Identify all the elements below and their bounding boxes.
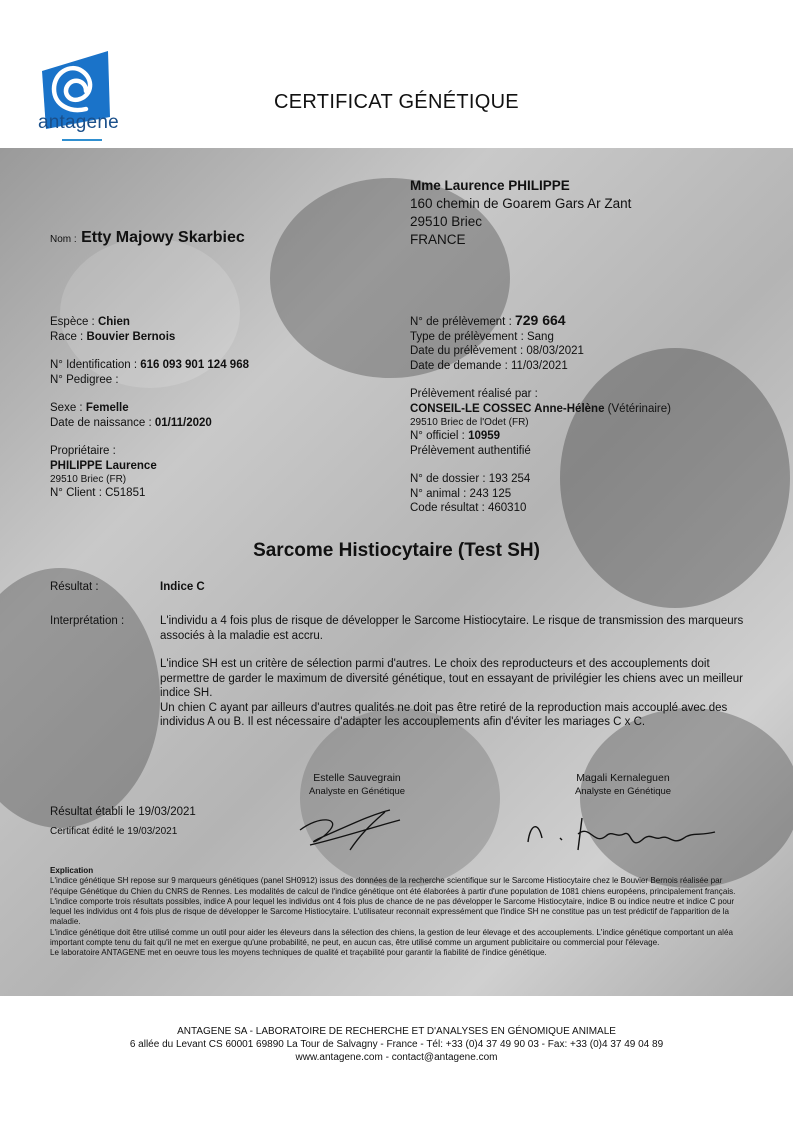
result-value: Indice C [160, 581, 205, 593]
explanation-paragraph-2: L'indice génétique doit être utilisé comme un outil pour aider les éleveurs dans la sélection des chiens, la gestion de leur élevage et des accouplements. L'indice génétique comportant un aléa important compte tenu du fait qu'il ne met en exergue qu'une probabilité, ne peut, en aucun cas, être utilisé comme un argument publicitaire ou commercial pour l'élevage. [50, 927, 733, 948]
breed-label: Race : [50, 330, 84, 343]
owner-city: 29510 Briec (FR) [50, 474, 127, 485]
interpretation-text [160, 614, 750, 730]
signature-left-icon [290, 800, 420, 865]
interpretation-paragraph-2: L'indice SH est un critère de sélection parmi d'autres. Le choix des reproducteurs et des accouplements doit permettre de garder le maximum de diversité génétique, tout en essayant de privilégier les chiens avec un meilleur indice SH. [160, 658, 743, 699]
animal-name-row [50, 229, 245, 247]
explanation-section [50, 866, 750, 959]
signature-right-icon [520, 810, 730, 860]
footer [0, 1025, 793, 1064]
explanation-paragraph-1: L'indice génétique SH repose sur 9 marqueurs génétiques (panel SH0912) issus des données de la recherche scientifique sur le Sarcome Histiocytaire chez le Bouvier Bernois réalisée par l'équipe Génétique du Chien du CNRS de Rennes. Les modalités de calcul de l'indice génétique ont été élaborées à partir d'une population de 1081 chiens européens, principalement français. L'indice comporte trois résultats possibles, indice A pour lequel les individus ont 4 fois plus de chance de ne pas développer le Sarcome Histiocytaire, indice B ou indice neutre et indice C pour lequel les individus ont 4 fois plus de risque de développer le Sarcome Histiocytaire. L'utilisateur reconnait expressément que l'indice SH ne constitue pas un test prédictif de l'apparition de la maladie. [50, 876, 736, 927]
id-label: N° Identification : [50, 359, 138, 371]
page-title: CERTIFICAT GÉNÉTIQUE [274, 91, 519, 113]
sample-date: Date du prélèvement : 08/03/2021 [410, 345, 584, 357]
recipient-name: Mme Laurence PHILIPPE [410, 178, 570, 193]
dog-photo-shape [580, 708, 793, 888]
interpretation-label: Interprétation : [50, 615, 125, 627]
signatory-right-role: Analyste en Génétique [574, 786, 672, 797]
animal-info [50, 315, 380, 501]
id-value: 616 093 901 124 968 [140, 359, 249, 371]
dossier-number: N° de dossier : 193 254 [410, 473, 531, 485]
vet-name: CONSEIL-LE COSSEC Anne-Hélène [410, 402, 605, 415]
logo-wordmark: antagene [38, 112, 119, 133]
name-label: Nom : [50, 234, 77, 245]
species-value: Chien [97, 316, 130, 328]
vet-role: (Vétérinaire) [607, 402, 671, 415]
vet-city: 29510 Briec de l'Odet (FR) [410, 417, 529, 428]
result-established-date: Résultat établi le 19/03/2021 [50, 806, 196, 818]
animal-number: N° animal : 243 125 [410, 487, 512, 500]
species-label: Espèce : [50, 316, 95, 328]
request-date: Date de demande : 11/03/2021 [410, 359, 568, 372]
recipient-country: FRANCE [410, 232, 466, 247]
logo-underline [62, 139, 102, 141]
signatory-left-role: Analyste en Génétique [308, 786, 406, 797]
sample-number-label: N° de prélèvement : [410, 316, 512, 328]
pedigree-label: N° Pedigree : [50, 373, 119, 386]
animal-name: Etty Majowy Skarbiec [81, 229, 245, 246]
dog-photo-shape [0, 568, 160, 828]
signatory-left-name: Estelle Sauvegrain [313, 772, 401, 784]
certificate-edited-date: Certificat édité le 19/03/2021 [50, 826, 178, 837]
sex-value: Femelle [85, 402, 129, 414]
recipient-address-line2: 29510 Briec [410, 214, 483, 229]
signatory-right-name: Magali Kernaleguen [576, 772, 670, 784]
interpretation-paragraph-3: Un chien C ayant par ailleurs d'autres qualités ne doit pas être retiré de la reproduction mais accouplé avec des individus A ou B. Il est nécessaire d'adapter les accouplements afin d'éviter les mariages C x C. [160, 701, 728, 728]
official-label: N° officiel : [410, 430, 465, 442]
recipient-address-line1: 160 chemin de Goarem Gars Ar Zant [410, 196, 632, 211]
sample-type: Type de prélèvement : Sang [410, 330, 554, 343]
footer-line-3: www.antagene.com - contact@antagene.com [295, 1052, 498, 1063]
sample-authenticated: Prélèvement authentifié [410, 444, 531, 457]
test-title: Sarcome Histiocytaire (Test SH) [253, 540, 540, 561]
client-number: N° Client : C51851 [50, 487, 146, 499]
footer-line-2: 6 allée du Levant CS 60001 69890 La Tour de Salvagny - France - Tél: +33 (0)4 37 49 90 03 - Fax: +33 (0)4 37 49 04 89 [129, 1039, 664, 1050]
sex-label: Sexe : [50, 402, 83, 414]
official-number: 10959 [468, 430, 501, 442]
sample-info [410, 313, 780, 516]
recipient-address [410, 177, 770, 249]
result-code: Code résultat : 460310 [410, 502, 527, 514]
sample-number: 729 664 [514, 312, 566, 328]
result-label: Résultat : [50, 581, 99, 593]
dob-label: Date de naissance : [50, 416, 152, 429]
owner-label: Propriétaire : [50, 445, 116, 457]
sampled-by-label: Prélèvement réalisé par : [410, 388, 538, 400]
interpretation-paragraph-1: L'individu a 4 fois plus de risque de développer le Sarcome Histiocytaire. Le risque de transmission des marqueurs associés à la maladie est accru. [160, 615, 744, 642]
footer-line-1: ANTAGENE SA - LABORATOIRE DE RECHERCHE ET D'ANALYSES EN GÉNOMIQUE ANIMALE [177, 1026, 616, 1037]
explanation-heading: Explication [50, 866, 94, 875]
explanation-paragraph-3: Le laboratoire ANTAGENE met en oeuvre tous les moyens techniques de qualité et traçabilité pour garantir la fiabilité de l'indice génétique. [50, 948, 547, 958]
owner-name: PHILIPPE Laurence [50, 459, 157, 472]
dob-value: 01/11/2020 [154, 416, 212, 429]
breed-value: Bouvier Bernois [86, 330, 176, 343]
